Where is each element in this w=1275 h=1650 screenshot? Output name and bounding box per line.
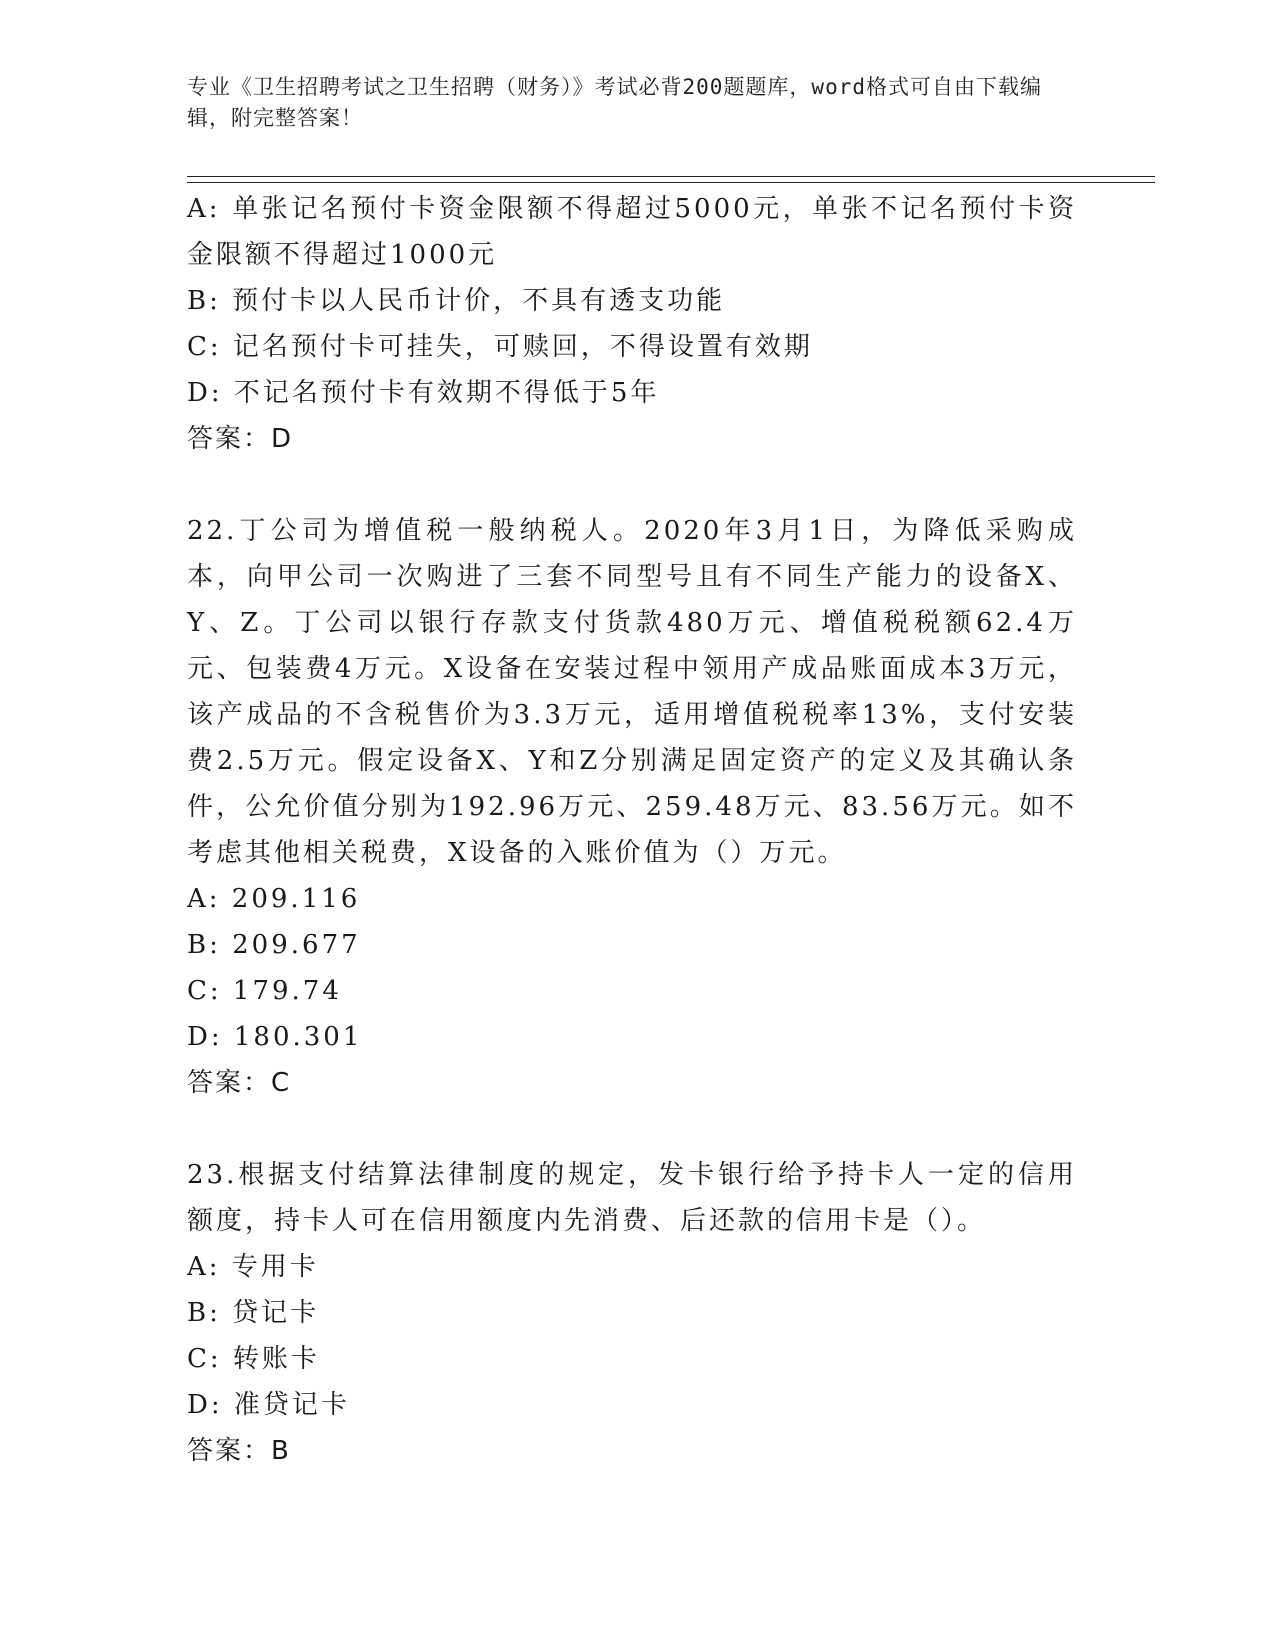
answer-label: 答案：B xyxy=(187,1436,291,1466)
answer-label: 答案：D xyxy=(187,424,294,454)
header-rule-top xyxy=(187,176,1155,177)
option-b: B: 209.677 xyxy=(187,930,361,960)
document-body xyxy=(187,186,1077,1474)
spacer xyxy=(187,1106,1077,1152)
spacer xyxy=(187,462,1077,508)
option-b: B: 贷记卡 xyxy=(187,1298,320,1328)
option-d: D: 准贷记卡 xyxy=(187,1390,350,1420)
header-rule-bottom xyxy=(187,182,1155,183)
question-block-22 xyxy=(187,508,1077,1106)
option-d: D: 180.301 xyxy=(187,1022,363,1052)
option-a: A: 单张记名预付卡资金限额不得超过5000元，单张不记名预付卡资金限额不得超过1000元 xyxy=(187,194,1077,270)
option-c: C: 记名预付卡可挂失，可赎回，不得设置有效期 xyxy=(187,332,813,362)
option-a: A: 专用卡 xyxy=(187,1252,319,1282)
option-a: A: 209.116 xyxy=(187,884,361,914)
question-text: 23.根据支付结算法律制度的规定，发卡银行给予持卡人一定的信用额度，持卡人可在信用额度内先消费、后还款的信用卡是（）。 xyxy=(187,1160,1077,1236)
option-b: B: 预付卡以人民币计价，不具有透支功能 xyxy=(187,286,726,316)
question-block-23 xyxy=(187,1152,1077,1474)
option-c: C: 179.74 xyxy=(187,976,342,1006)
question-block-21 xyxy=(187,186,1077,462)
answer-label: 答案：C xyxy=(187,1068,292,1098)
option-c: C: 转账卡 xyxy=(187,1344,320,1374)
option-d: D: 不记名预付卡有效期不得低于5年 xyxy=(187,378,660,408)
document-header: 专业《卫生招聘考试之卫生招聘（财务）》考试必背200题题库，word格式可自由下载编辑，附完整答案！ xyxy=(187,75,1042,130)
question-text: 22.丁公司为增值税一般纳税人。2020年3月1日，为降低采购成本，向甲公司一次购进了三套不同型号且有不同生产能力的设备X、Y、Z。丁公司以银行存款支付货款480万元、增值税税额62.4万元、包装费4万元。X设备在安装过程中领用产成品账面成本3万元，该产成品的不含税售价为3.3万元，适用增值税税率13%，支付安装费2.5万元。假定设备X、Y和Z分别满足固定资产的定义及其确认条件，公允价值分别为192.96万元、259.48万元、83.56万元。如不考虑其他相关税费，X设备的入账价值为（）万元。 xyxy=(187,516,1077,868)
